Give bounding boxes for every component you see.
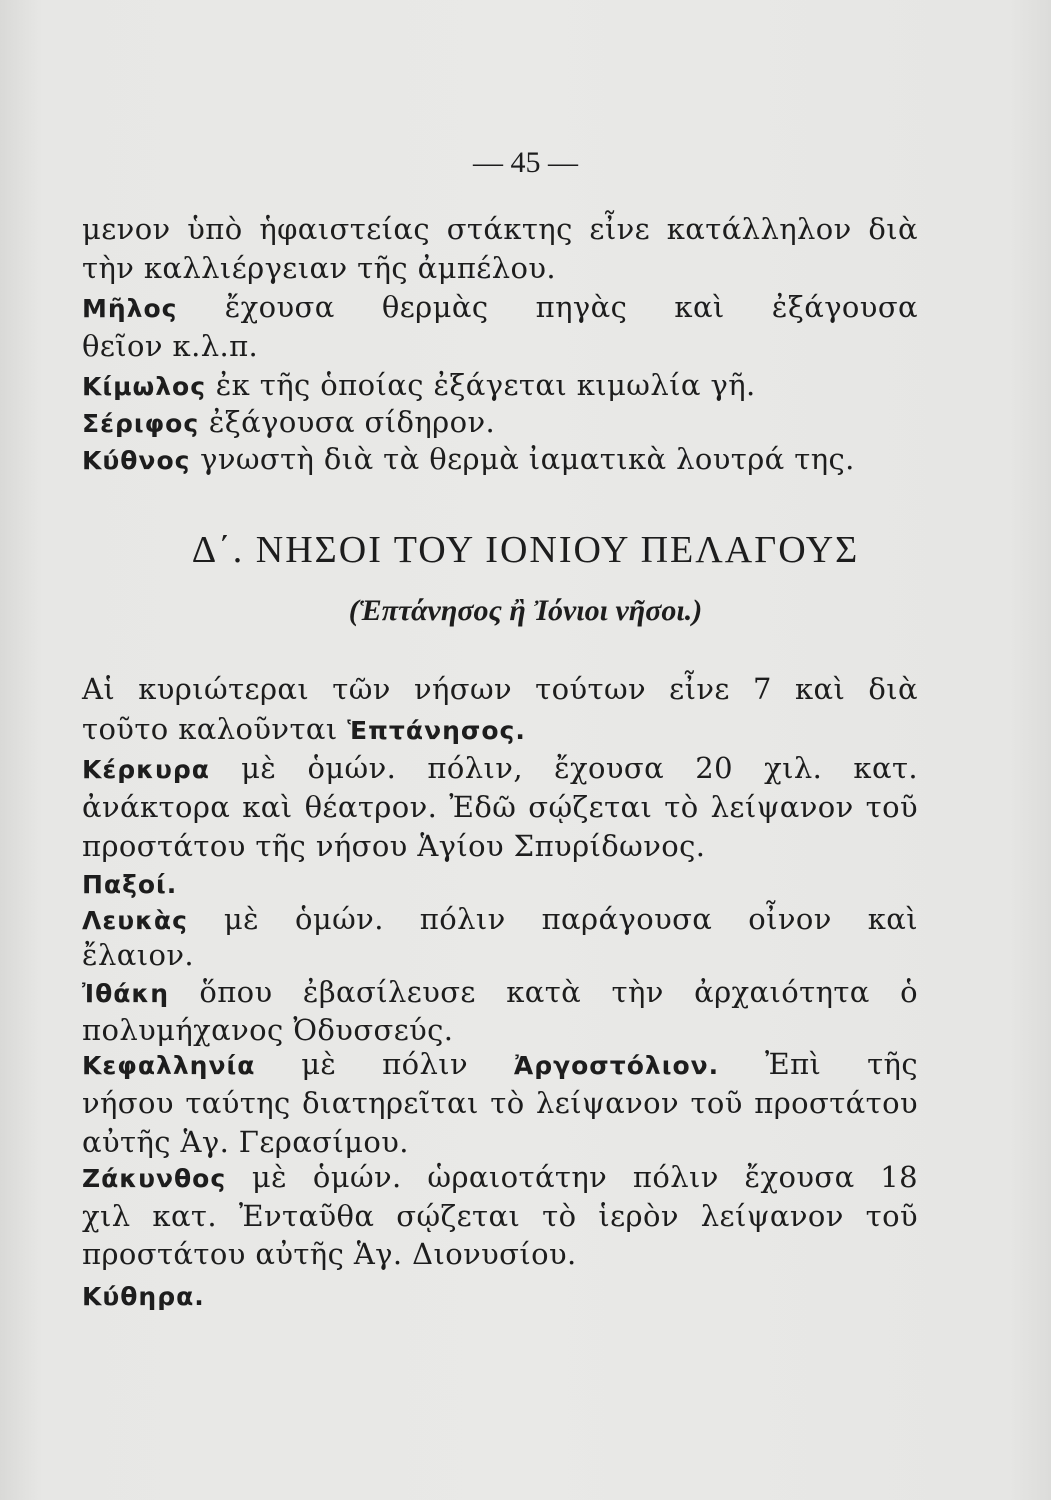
island-text: μὲ πόλιν — [301, 1047, 469, 1081]
island-name: Παξοί. — [82, 870, 178, 899]
text-line — [82, 902, 918, 936]
text-line: νήσου ταύτης διατηρεῖται τὸ λείψανον τοῦ προστάτου — [82, 1086, 918, 1120]
text-line: μενον ὑπὸ ἡφαιστείας στάκτης εἶνε κατάλληλον διὰ — [82, 212, 918, 246]
text-line — [82, 442, 855, 476]
island-text: μὲ ὁμών. πόλιν, ἔχουσα 20 χιλ. κατ. — [241, 751, 918, 785]
text-line — [82, 975, 918, 1009]
island-text: γνωστὴ διὰ τὰ θερμὰ ἰαματικὰ λουτρά της. — [200, 442, 855, 476]
page-number: — 45 — — [473, 146, 578, 179]
text-line — [82, 1047, 918, 1081]
text-line — [82, 405, 495, 439]
island-name: Σέριφος — [82, 409, 200, 438]
text-line — [82, 1278, 205, 1312]
island-name: Κύθηρα. — [82, 1282, 205, 1311]
island-name: Μῆλος — [82, 294, 178, 323]
text-line: ἔλαιον. — [82, 938, 195, 972]
text-line: θεῖον κ.λ.π. — [82, 329, 259, 363]
text-line: χιλ κατ. Ἐνταῦθα σῴζεται τὸ ἱερὸν λείψανον τοῦ — [82, 1199, 918, 1233]
section-heading: Δ΄. ΝΗΣΟΙ ΤΟΥ ΙΟΝΙΟΥ ΠΕΛΑΓΟΥΣ — [191, 529, 860, 571]
island-text: ἔχουσα θερμὰς πηγὰς καὶ ἐξάγουσα — [224, 290, 918, 324]
section-subheading: (Ἑπτάνησος ἢ Ἰόνιοι νῆσοι.) — [348, 594, 703, 627]
island-text: ἐκ τῆς ὁποίας ἐξάγεται κιμωλία γῆ. — [215, 368, 756, 402]
island-name: Κεφαλληνία — [82, 1051, 256, 1080]
text-line: αὐτῆς Ἁγ. Γερασίμου. — [82, 1125, 409, 1159]
island-name: Ζάκυνθος — [82, 1164, 227, 1193]
island-text: ἐξάγουσα σίδηρον. — [208, 405, 496, 439]
island-name: Λευκὰς — [82, 906, 188, 935]
island-name: Κίμωλος — [82, 372, 207, 401]
island-text: τοῦτο καλοῦνται — [82, 712, 338, 746]
text-line: Αἱ κυριώτεραι τῶν νήσων τούτων εἶνε 7 καὶ διὰ — [82, 672, 918, 706]
text-line — [82, 712, 526, 746]
text-line — [82, 290, 918, 324]
text-line: προστάτου αὐτῆς Ἁγ. Διονυσίου. — [82, 1237, 577, 1271]
island-name: Ἑπτάνησος. — [347, 716, 526, 745]
text-line: προστάτου τῆς νήσου Ἁγίου Σπυρίδωνος. — [82, 829, 706, 863]
text-line — [82, 866, 177, 900]
text-line: ἀνάκτορα καὶ θέατρον. Ἐδῶ σῴζεται τὸ λείψανον τοῦ — [82, 790, 918, 824]
city-name: Ἀργοστόλιον. — [513, 1051, 720, 1080]
island-text: μὲ ὁμών. ὡραιοτάτην πόλιν ἔχουσα 18 — [251, 1160, 918, 1194]
text-line — [82, 751, 918, 785]
island-text: μὲ ὁμών. πόλιν παράγουσα οἶνον καὶ — [223, 902, 918, 936]
island-name: Κέρκυρα — [82, 755, 210, 784]
text-line — [82, 1160, 918, 1194]
island-text: ὅπου ἐβασίλευσε κατὰ τὴν ἀρχαιότητα ὁ — [199, 975, 918, 1009]
text-line — [82, 368, 756, 402]
text-line: πολυμήχανος Ὀδυσσεύς. — [82, 1013, 454, 1047]
text-line: τὴν καλλιέργειαν τῆς ἀμπέλου. — [82, 251, 557, 285]
island-text: Ἐπὶ τῆς — [764, 1047, 918, 1081]
island-name: Κύθνος — [82, 446, 191, 475]
island-name: Ἰθάκη — [82, 979, 169, 1008]
